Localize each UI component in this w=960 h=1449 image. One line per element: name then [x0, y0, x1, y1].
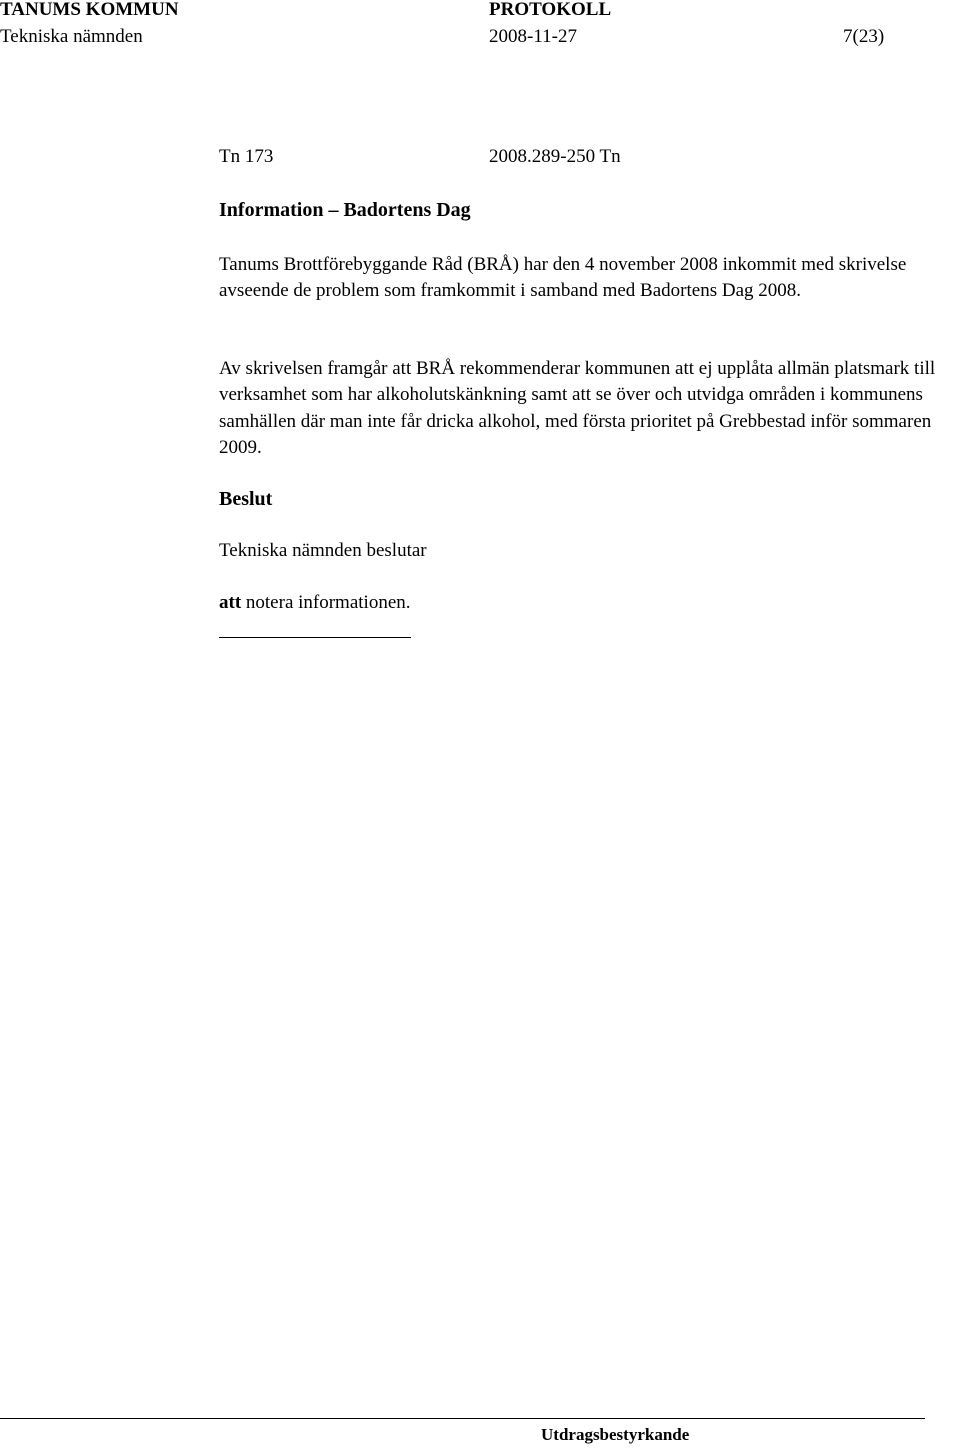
att-keyword: att — [219, 592, 242, 613]
decision-text: notera informationen. — [241, 592, 411, 613]
decision-intro: Tekniska nämnden beslutar — [219, 540, 427, 561]
page-number: 7(23) — [843, 26, 885, 47]
item-heading: Information – Badortens Dag — [219, 199, 471, 221]
footer-rule — [0, 1418, 925, 1419]
decision-heading: Beslut — [219, 488, 273, 510]
case-number: 2008.289-250 Tn — [489, 146, 621, 167]
body-paragraph-2: Av skrivelsen framgår att BRÅ rekommenderar kommunen att ej upplåta allmän platsmark till verksamhet som har alkoholutskänkning samt att se över och utvidga områden i kommunens samhällen där man inte får dricka alkohol, med första prioritet på Grebbestad inför sommaren 2009. — [219, 358, 936, 458]
board-name: Tekniska nämnden — [0, 26, 143, 47]
decision-clause — [219, 593, 411, 612]
meeting-date: 2008-11-27 — [489, 26, 577, 47]
document-type: PROTOKOLL — [489, 0, 612, 20]
section-end-rule — [219, 637, 411, 638]
item-number: Tn 173 — [219, 146, 274, 167]
organization-name: TANUMS KOMMUN — [0, 0, 179, 20]
body-paragraph-1: Tanums Brottförebyggande Råd (BRÅ) har den 4 november 2008 inkommit med skrivelse avseende de problem som framkommit i samband med Badortens Dag 2008. — [219, 254, 907, 302]
footer-label: Utdragsbestyrkande — [541, 1425, 690, 1444]
